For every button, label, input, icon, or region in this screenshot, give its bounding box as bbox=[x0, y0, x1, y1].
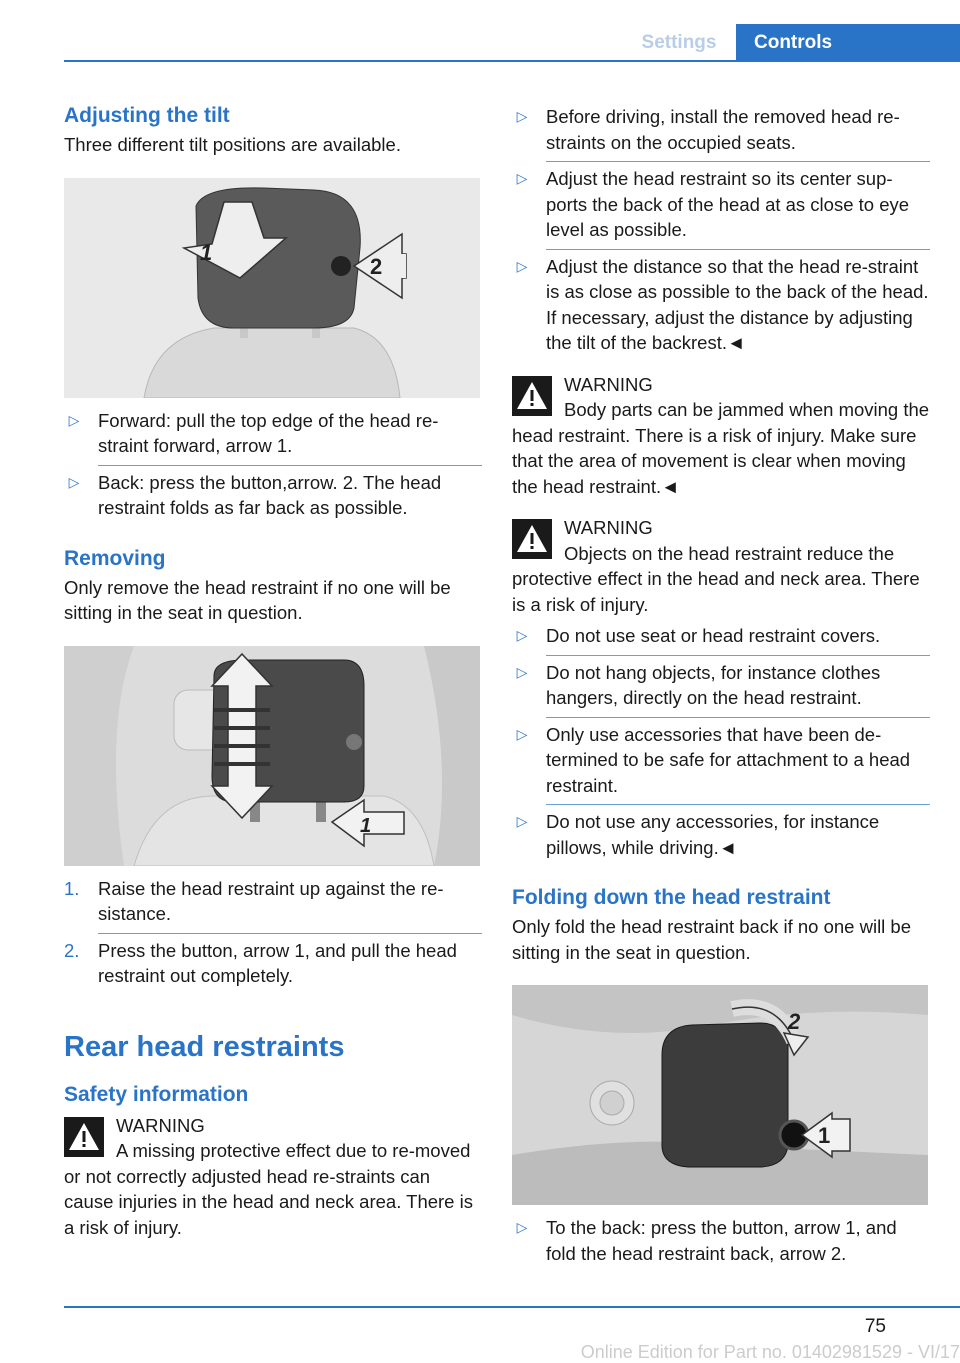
removing-heading: Removing bbox=[64, 546, 166, 570]
list-item: 1. Raise the head restraint up against the re-sistance. bbox=[64, 877, 444, 924]
safety-information-heading: Safety information bbox=[64, 1082, 249, 1106]
divider bbox=[98, 933, 482, 934]
tilt-heading: Adjusting the tilt bbox=[64, 104, 230, 127]
header-rule bbox=[64, 60, 960, 62]
tilt-figure bbox=[64, 178, 480, 398]
folding-heading: Folding down the head restraint bbox=[512, 886, 831, 909]
left-column bbox=[64, 102, 482, 1240]
tilt-intro: Three different tilt positions are available. bbox=[64, 134, 401, 155]
bullet-icon: ▷ bbox=[516, 725, 528, 742]
bullet-icon: ▷ bbox=[68, 473, 80, 490]
warning-title: WARNING bbox=[116, 1114, 205, 1136]
right-column bbox=[512, 104, 930, 1266]
folding-label-2: 2 bbox=[788, 1009, 801, 1034]
warning-triangle-icon bbox=[64, 1117, 104, 1157]
page-number: 75 bbox=[864, 1316, 886, 1337]
bullet-icon: ▷ bbox=[68, 411, 80, 428]
bullet-icon: ▷ bbox=[516, 170, 528, 186]
tab-controls[interactable]: Controls bbox=[736, 24, 960, 62]
bullet-icon: ▷ bbox=[516, 1219, 528, 1235]
warning-block bbox=[512, 372, 930, 500]
warning-title: WARNING bbox=[564, 517, 653, 538]
list-item: ▷ Do not hang objects, for instance clothes hangers, directly on the head restraint. bbox=[512, 660, 930, 711]
removing-figure bbox=[64, 646, 480, 866]
list-item: ▷ Do not use seat or head restraint covers. bbox=[512, 623, 930, 649]
warning-triangle-icon bbox=[512, 376, 552, 416]
warning-title: WARNING bbox=[564, 373, 653, 395]
bullet-icon: ▷ bbox=[516, 627, 528, 643]
tilt-bullet-list bbox=[64, 408, 482, 521]
list-item: ▷ Adjust the distance so that the head re-straint is as close as possible to the back of the head. If necessary, adjust the distance by adjusting the tilt of the backrest.◄ bbox=[512, 254, 930, 356]
folding-label-1: 1 bbox=[818, 1123, 831, 1148]
accessory-bullet-list bbox=[512, 623, 930, 860]
removing-steps bbox=[64, 876, 482, 989]
removing-intro: Only remove the head restraint if no one will be sitting in the seat in question. bbox=[64, 576, 451, 623]
list-item: ▷ Forward: pull the top edge of the head re-straint forward, arrow 1. bbox=[64, 408, 482, 459]
rear-head-restraints-heading: Rear head restraints bbox=[64, 1030, 345, 1063]
list-item: ▷ To the back: press the button, arrow 1, and fold the head restraint back, arrow 2. bbox=[512, 1215, 930, 1266]
divider bbox=[546, 804, 930, 805]
edition-note: Online Edition for Part no. 01402981529 - VI/17 bbox=[580, 1342, 960, 1362]
footer-rule bbox=[64, 1306, 960, 1308]
list-item: 2. Press the button, arrow 1, and pull the head restraint out completely. bbox=[64, 939, 457, 986]
tilt-label-1: 1 bbox=[200, 239, 213, 265]
divider bbox=[98, 465, 482, 466]
tab-settings[interactable]: Settings bbox=[641, 32, 717, 53]
folding-figure bbox=[512, 985, 928, 1205]
list-item: ▷ Back: press the button,arrow. 2. The head restraint folds as far back as possible. bbox=[64, 470, 482, 521]
folding-bullet-list bbox=[512, 1215, 930, 1266]
warning-text: Objects on the head restraint reduce the protective effect in the head and neck area. There is a risk of injury. bbox=[512, 542, 920, 615]
bullet-icon: ▷ bbox=[516, 663, 528, 680]
divider bbox=[546, 249, 930, 250]
divider bbox=[546, 655, 930, 656]
warning-block bbox=[64, 1113, 482, 1241]
list-item: ▷ Do not use any accessories, for instance pillows, while driving.◄ bbox=[512, 809, 930, 860]
folding-intro: Only fold the head restraint back if no one will be sitting in the seat in question. bbox=[512, 916, 912, 963]
list-item: ▷ Only use accessories that have been de-termined to be safe for attachment to a head restraint. bbox=[512, 722, 930, 799]
bullet-icon: ▷ bbox=[516, 813, 528, 829]
divider bbox=[546, 161, 930, 162]
warning-text: A missing protective effect due to re-moved or not correctly adjusted head re-straints can cause injuries in the head and neck area. There is a risk of injury. bbox=[64, 1140, 473, 1238]
warning-text: Body parts can be jammed when moving the head restraint. There is a risk of injury. Make sure that the area of movement is clear when moving the head restraint.◄ bbox=[512, 399, 930, 497]
install-bullet-list bbox=[512, 104, 930, 356]
tilt-label-2: 2 bbox=[370, 253, 383, 279]
divider bbox=[546, 717, 930, 718]
removing-label-1: 1 bbox=[360, 814, 372, 837]
bullet-icon: ▷ bbox=[516, 257, 528, 274]
bullet-icon: ▷ bbox=[516, 108, 528, 124]
warning-triangle-icon bbox=[512, 519, 552, 559]
list-item: ▷ Before driving, install the removed head re-straints on the occupied seats. bbox=[512, 104, 930, 155]
list-item: ▷ Adjust the head restraint so its center sup-ports the back of the head at as close to eye level as possible. bbox=[512, 166, 930, 243]
warning-block bbox=[512, 515, 930, 617]
